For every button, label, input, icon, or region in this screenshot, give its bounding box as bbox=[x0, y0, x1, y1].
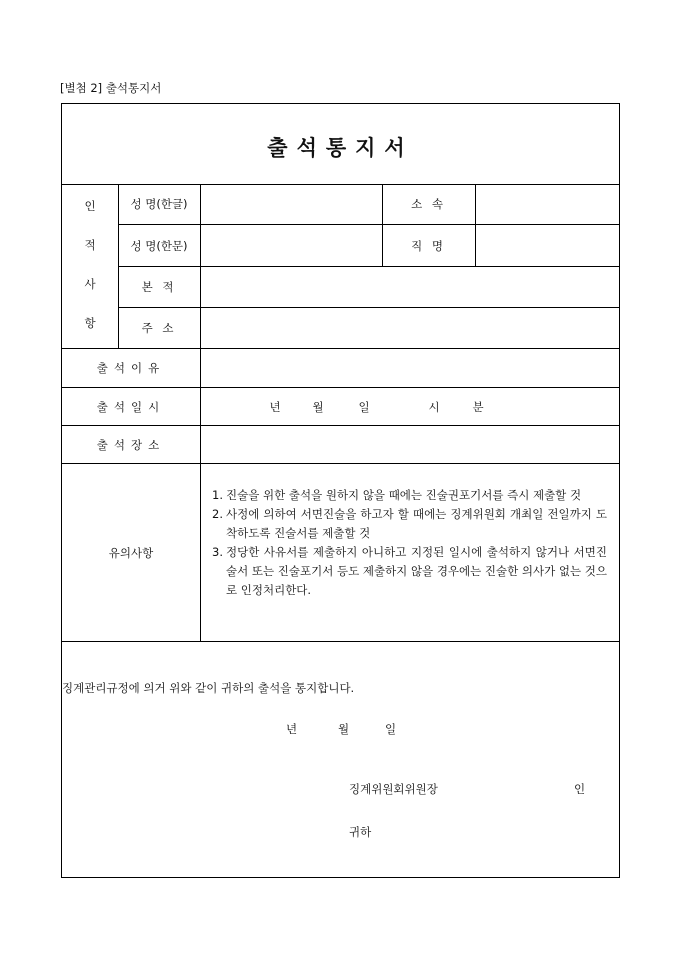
position-field[interactable] bbox=[476, 225, 619, 266]
day-unit: 일 bbox=[358, 399, 370, 414]
side-label-char: 항 bbox=[84, 316, 96, 330]
affiliation-field[interactable] bbox=[476, 184, 619, 224]
address-field[interactable] bbox=[201, 308, 619, 348]
recipient-label: 귀하 bbox=[349, 825, 372, 839]
minute-unit: 분 bbox=[472, 399, 484, 414]
domicile-label: 본 적 bbox=[141, 280, 177, 294]
side-label-char: 적 bbox=[84, 238, 96, 252]
place-field[interactable] bbox=[201, 426, 619, 463]
address-label: 주 소 bbox=[141, 321, 177, 335]
name-hanja-label: 성 명(한문) bbox=[130, 238, 188, 253]
signer-title: 징계위원회위원장 bbox=[349, 782, 438, 796]
side-label-char: 인 bbox=[84, 199, 96, 213]
place-label: 출석장소 bbox=[96, 437, 166, 452]
reason-label: 출석이유 bbox=[96, 361, 166, 375]
side-label-char: 사 bbox=[84, 277, 96, 291]
title-row bbox=[62, 104, 619, 185]
name-hangul-field[interactable] bbox=[201, 184, 382, 224]
year-unit: 년 bbox=[269, 399, 281, 414]
notes-list bbox=[212, 486, 607, 600]
form-title: 출석통지서 bbox=[267, 135, 414, 160]
seal-label: 인 bbox=[574, 782, 586, 796]
notice-month-unit: 월 bbox=[338, 722, 350, 736]
note-item bbox=[212, 543, 607, 600]
hour-unit: 시 bbox=[428, 399, 440, 414]
reason-field[interactable] bbox=[201, 349, 619, 387]
affiliation-label: 소 속 bbox=[411, 197, 446, 211]
note-number: 1. bbox=[212, 488, 223, 502]
note-item bbox=[212, 505, 607, 543]
note-number: 3. bbox=[212, 545, 223, 559]
note-number: 2. bbox=[212, 507, 223, 521]
name-hanja-field[interactable] bbox=[201, 225, 382, 266]
attendance-notice-form bbox=[61, 103, 620, 878]
notice-text: 징계관리규정에 의거 위와 같이 귀하의 출석을 통지합니다. bbox=[62, 681, 355, 695]
notice-day-unit: 일 bbox=[385, 722, 397, 736]
notice-section bbox=[62, 642, 619, 878]
note-text: 진술을 위한 출석을 원하지 않을 때에는 진술권포기서를 즉시 제출할 것 bbox=[226, 488, 582, 502]
notice-year-unit: 년 bbox=[286, 722, 298, 736]
position-label: 직 명 bbox=[411, 238, 446, 253]
note-text: 정당한 사유서를 제출하지 아니하고 지정된 일시에 출석하지 않거나 서면진술서 또는 진술포기서 등도 제출하지 않을 경우에는 진술한 의사가 없는 것으로 인정처리한다. bbox=[226, 545, 607, 597]
month-unit: 월 bbox=[312, 399, 324, 414]
name-hangul-label: 성 명(한글) bbox=[130, 197, 188, 211]
attachment-label: [별첨 2] 출석통지서 bbox=[60, 81, 162, 95]
note-text: 사정에 의하여 서면진술을 하고자 할 때에는 징계위원회 개최일 전일까지 도착하도록 진술서를 제출할 것 bbox=[226, 507, 607, 540]
notes-label: 유의사항 bbox=[108, 545, 154, 560]
domicile-field[interactable] bbox=[201, 267, 619, 307]
datetime-label: 출석일시 bbox=[96, 399, 166, 414]
note-item bbox=[212, 486, 607, 505]
